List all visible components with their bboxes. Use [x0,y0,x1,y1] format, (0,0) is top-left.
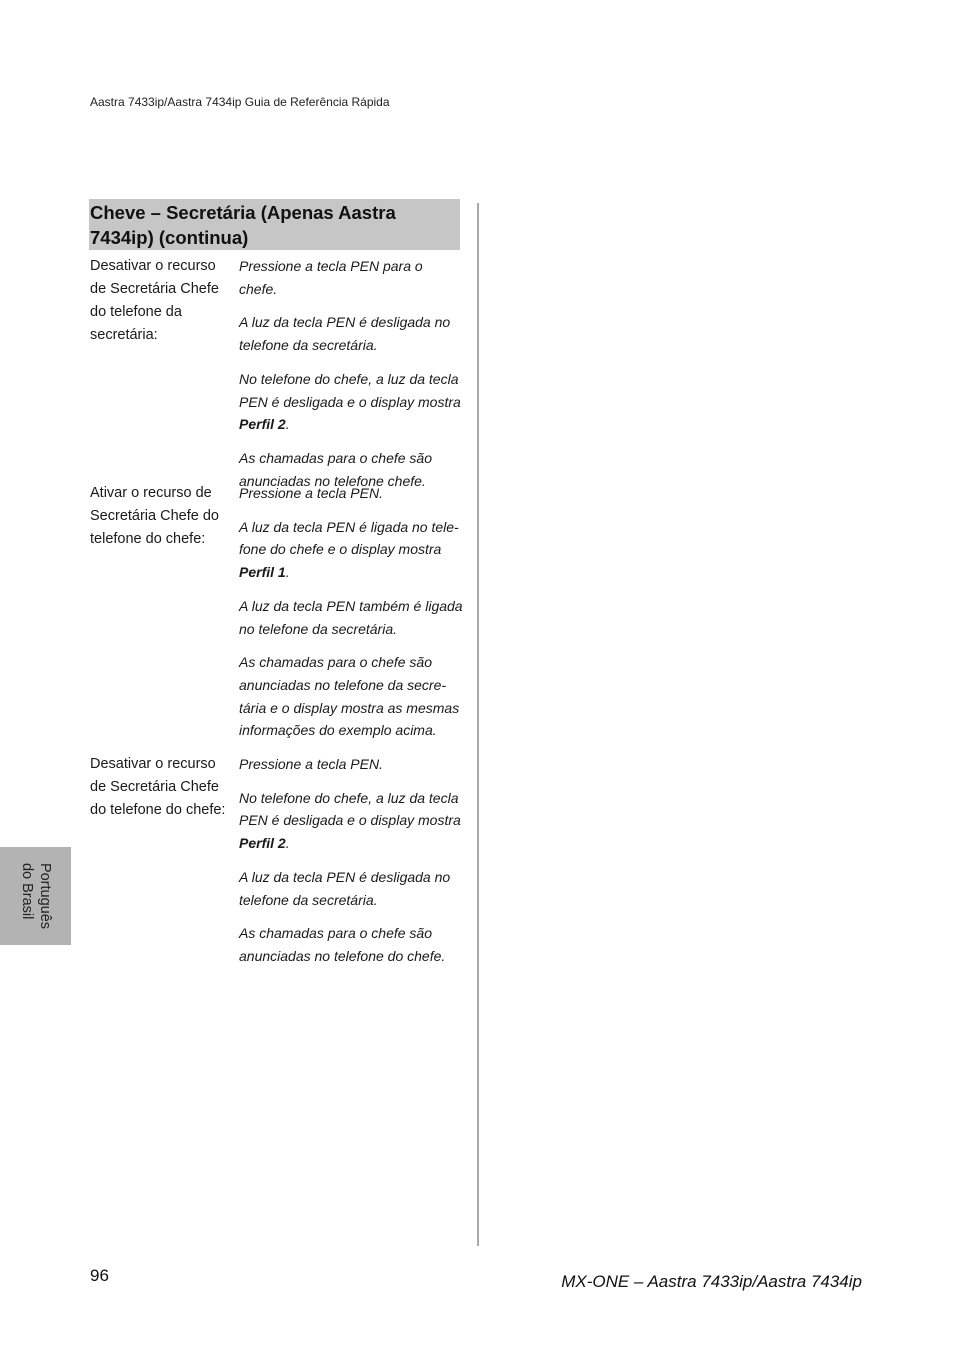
step-emphasis: Perfil 2 [239,835,286,852]
row-label: Desativar o recurso de Secretária Chefe do telefone do chefe: [90,756,226,818]
row-label: Ativar o recurso de Secretária Chefe do telefone do chefe: [90,485,219,547]
row-steps [239,482,463,753]
step: As chamadas para o chefe são anunciadas no telefone da secre-tária e o display mostra as mesmas informações do exemplo acima. [239,654,460,739]
step: No telefone do chefe, a luz da tecla PEN é desligada e o display mostra Perfil 2. [239,370,461,433]
step: As chamadas para o chefe são anunciadas no telefone chefe. [239,449,433,489]
section-title-line-2: 7434ip) (continua) [90,227,249,248]
footer-title: MX-ONE – Aastra 7433ip/Aastra 7434ip [561,1272,862,1291]
language-tab [0,847,71,945]
step: A luz da tecla PEN também é ligada no telefone da secretária. [239,597,463,637]
step: A luz da tecla PEN é desligada no telefone da secretária. [239,868,451,908]
row-steps [239,753,463,979]
step-emphasis: Perfil 1 [239,564,286,581]
section-title-line-1: Cheve – Secretária (Apenas Aastra [90,202,396,223]
row-steps [239,255,463,503]
language-tab-label: Português do Brasil [18,862,53,930]
step: A luz da tecla PEN é ligada no tele-fone do chefe e o display mostra Perfil 1. [239,518,459,581]
step-emphasis: Perfil 2 [239,416,286,433]
step: As chamadas para o chefe são anunciadas no telefone do chefe. [239,925,446,964]
page-number: 96 [90,1266,109,1285]
row-label: Desativar o recurso de Secretária Chefe do telefone da secretária: [90,258,219,343]
step: Pressione a tecla PEN para o chefe. [239,258,423,297]
column-divider [477,203,479,1246]
step: A luz da tecla PEN é desligada no telefone da secretária. [239,314,451,354]
running-header: Aastra 7433ip/Aastra 7434ip Guia de Referência Rápida [90,95,390,109]
section-title [89,199,460,250]
step: Pressione a tecla PEN. [239,485,383,501]
step: Pressione a tecla PEN. [239,756,383,772]
step: No telefone do chefe, a luz da tecla PEN é desligada e o display mostra Perfil 2. [239,789,461,852]
